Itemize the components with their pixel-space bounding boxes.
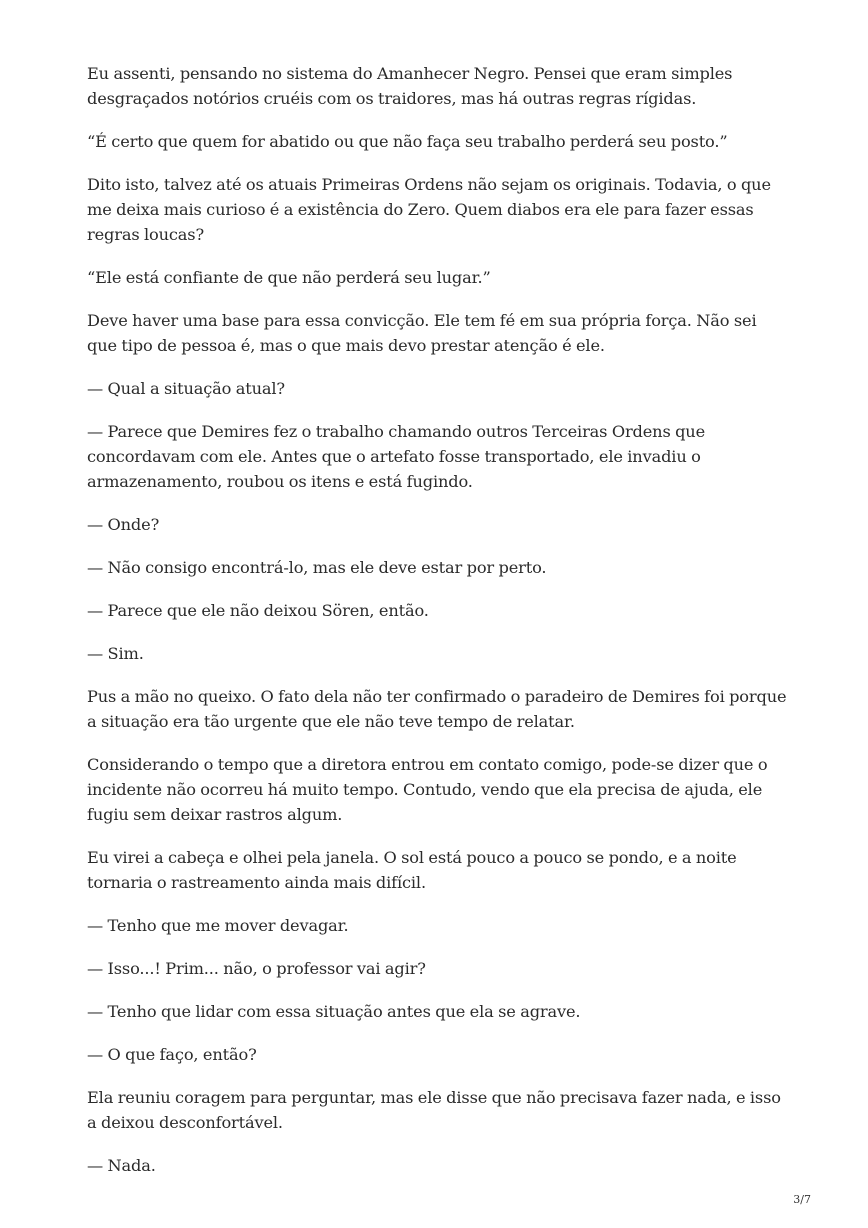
paragraph: — Onde? (87, 515, 160, 534)
paragraph: “É certo que quem for abatido ou que não faça seu trabalho perderá seu posto.” (87, 132, 728, 151)
paragraph: Eu virei a cabeça e olhei pela janela. O sol está pouco a pouco se pondo, e a noite tornaria o rastreamento ainda mais difícil. (87, 848, 737, 892)
paragraph: Deve haver uma base para essa convicção. Ele tem fé em sua própria força. Não sei que tipo de pessoa é, mas o que mais devo prestar atenção é ele. (87, 311, 757, 355)
paragraph: “Ele está confiante de que não perderá seu lugar.” (87, 268, 491, 287)
paragraph: — Tenho que me mover devagar. (87, 916, 349, 935)
paragraph: — Parece que ele não deixou Sören, então. (87, 601, 429, 620)
paragraph: — Nada. (87, 1156, 156, 1175)
paragraph: Ela reuniu coragem para perguntar, mas ele disse que não precisava fazer nada, e isso a deixou desconfortável. (87, 1088, 781, 1132)
paragraph: — O que faço, então? (87, 1045, 257, 1064)
paragraph: — Qual a situação atual? (87, 379, 285, 398)
page-number: 3/7 (793, 1193, 811, 1206)
paragraph: — Parece que Demires fez o trabalho chamando outros Terceiras Ordens que concordavam com ele. Antes que o artefato fosse transportado, ele invadiu o armazenamento, roubou os itens e está fugindo. (87, 422, 706, 491)
paragraph: Dito isto, talvez até os atuais Primeiras Ordens não sejam os originais. Todavia, o que me deixa mais curioso é a existência do Zero. Quem diabos era ele para fazer essas regras loucas? (87, 175, 771, 244)
paragraph: — Tenho que lidar com essa situação antes que ela se agrave. (87, 1002, 581, 1021)
paragraph: — Não consigo encontrá-lo, mas ele deve estar por perto. (87, 558, 547, 577)
paragraph: Pus a mão no queixo. O fato dela não ter confirmado o paradeiro de Demires foi porque a situação era tão urgente que ele não teve tempo de relatar. (87, 687, 787, 731)
paragraph: Eu assenti, pensando no sistema do Amanhecer Negro. Pensei que eram simples desgraçados notórios cruéis com os traidores, mas há outras regras rígidas. (87, 64, 733, 108)
paragraph: Considerando o tempo que a diretora entrou em contato comigo, pode-se dizer que o incidente não ocorreu há muito tempo. Contudo, vendo que ela precisa de ajuda, ele fugiu sem deixar rastros algum. (87, 755, 768, 824)
paragraph: — Isso...! Prim... não, o professor vai agir? (87, 959, 426, 978)
paragraph: — Sim. (87, 644, 144, 663)
document-body (87, 61, 787, 1196)
